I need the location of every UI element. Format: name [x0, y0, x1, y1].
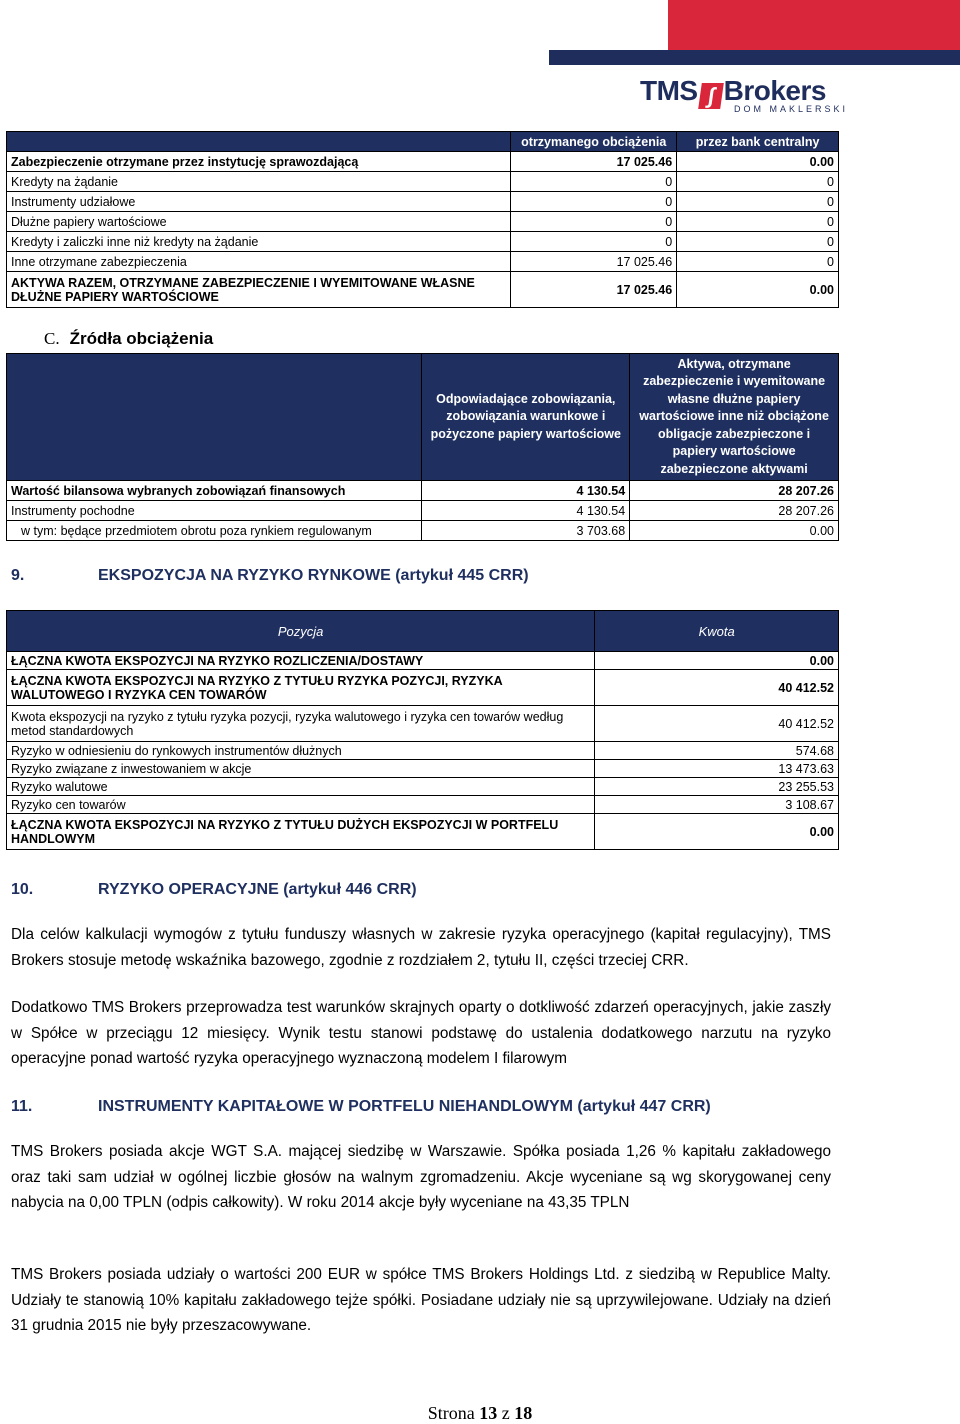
row-label: Instrumenty pochodne: [7, 501, 422, 521]
row-value-central-bank: 0: [677, 232, 839, 252]
table-row: [7, 742, 839, 760]
encumbrance-sources-table: [6, 353, 839, 541]
row-label: Dłużne papiery wartościowe: [7, 212, 511, 232]
section-c-title: Źródła obciążenia: [69, 329, 214, 348]
table-row: [7, 814, 839, 850]
operational-risk-paragraph-2: Dodatkowo TMS Brokers przeprowadza test warunków skrajnych oparty o dotkliwość zdarzeń operacyjnych, jakie zaszły w Spółce w przeciągu 12 miesięcy. Wynik testu stanowi podstawę do ustalenia dodatkowego narzutu na ryzyko operacyjne ponad wartość ryzyka operacyjnego wyznaczoną modelem I filarowym: [11, 999, 831, 1067]
table-header-cell: [7, 354, 422, 481]
row-value-received: 17 025.46: [511, 252, 677, 272]
row-value-amount: 23 255.53: [595, 778, 839, 796]
row-label: Kredyty na żądanie: [7, 172, 511, 192]
table-header-cell: Kwota: [595, 611, 839, 652]
row-label: Inne otrzymane zabezpieczenia: [7, 252, 511, 272]
row-value-received: 17 025.46: [511, 152, 677, 172]
row-label: ŁĄCZNA KWOTA EKSPOZYCJI NA RYZYKO ROZLICZENIA/DOSTAWY: [7, 652, 595, 670]
logo-mark-icon: ∫: [698, 83, 724, 109]
table-row: [7, 272, 839, 308]
table-header-cell: Odpowiadające zobowiązania, zobowiązania warunkowe i pożyczone papiery wartościowe: [422, 354, 630, 481]
row-value-amount: 0.00: [595, 814, 839, 850]
table-row: [7, 521, 839, 541]
table-header-row: [7, 611, 839, 652]
row-value-assets: 28 207.26: [630, 481, 839, 501]
row-value-received: 17 025.46: [511, 272, 677, 308]
table-row: [7, 501, 839, 521]
row-value-liabilities: 3 703.68: [422, 521, 630, 541]
row-value-amount: 3 108.67: [595, 796, 839, 814]
row-value-received: 0: [511, 212, 677, 232]
table-header-cell: [7, 132, 511, 152]
section-9-number: 9.: [11, 567, 25, 584]
logo-subtitle: DOM MAKLERSKI: [734, 104, 849, 114]
table-header-cell: otrzymanego obciążenia: [511, 132, 677, 152]
company-logo: [640, 74, 849, 114]
section-11-title: INSTRUMENTY KAPITAŁOWE W PORTFELU NIEHANDLOWYM (artykuł 447 CRR): [98, 1098, 711, 1115]
row-label: Ryzyko związane z inwestowaniem w akcje: [7, 760, 595, 778]
row-value-liabilities: 4 130.54: [422, 501, 630, 521]
row-label: Kwota ekspozycji na ryzyko z tytułu ryzyka pozycji, ryzyka walutowego i ryzyka cen towarów według metod standardowych: [7, 706, 595, 742]
row-label: Ryzyko cen towarów: [7, 796, 595, 814]
row-label: w tym: będące przedmiotem obrotu poza rynkiem regulowanym: [7, 521, 422, 541]
row-value-central-bank: 0: [677, 212, 839, 232]
row-label: ŁĄCZNA KWOTA EKSPOZYCJI NA RYZYKO Z TYTUŁU RYZYKA POZYCJI, RYZYKA WALUTOWEGO I RYZYKA CEN TOWARÓW: [7, 670, 595, 706]
table-header-cell: Aktywa, otrzymane zabezpieczenie i wyemitowane własne dłużne papiery wartościowe inne niż obciążone obligacje zabezpieczone i papiery wartościowe zabezpieczone aktywami: [630, 354, 839, 481]
market-risk-table: [6, 610, 839, 850]
footer-prefix: Strona: [427, 1403, 475, 1423]
row-value-central-bank: 0.00: [677, 272, 839, 308]
section-11-heading: [11, 1098, 711, 1116]
section-11-number: 11.: [11, 1098, 33, 1115]
table-row: [7, 232, 839, 252]
table-row: [7, 252, 839, 272]
row-value-amount: 0.00: [595, 652, 839, 670]
footer-page-total: 18: [514, 1403, 533, 1423]
table-row: [7, 212, 839, 232]
row-value-liabilities: 4 130.54: [422, 481, 630, 501]
row-value-central-bank: 0: [677, 172, 839, 192]
operational-risk-paragraph-1: Dla celów kalkulacji wymogów z tytułu funduszy własnych w zakresie ryzyka operacyjnego (kapitał regulacyjny), TMS Brokers stosuje metodę wskaźnika bazowego, zgodnie z rozdziałem 2, tytułu II, części trzeciej CRR.: [11, 926, 831, 969]
section-10-number: 10.: [11, 881, 34, 898]
row-value-amount: 40 412.52: [595, 670, 839, 706]
table-header-cell: Pozycja: [7, 611, 595, 652]
footer-page-number: 13: [479, 1403, 498, 1423]
row-value-received: 0: [511, 172, 677, 192]
table-header-cell: przez bank centralny: [677, 132, 839, 152]
row-value-received: 0: [511, 232, 677, 252]
row-label: ŁĄCZNA KWOTA EKSPOZYCJI NA RYZYKO Z TYTUŁU DUŻYCH EKSPOZYCJI W PORTFELU HANDLOWYM: [7, 814, 595, 850]
row-value-assets: 0.00: [630, 521, 839, 541]
table-header-row: [7, 354, 839, 481]
header-navy-band: [549, 50, 960, 65]
row-value-central-bank: 0: [677, 192, 839, 212]
section-c-heading: [44, 329, 213, 349]
table-row: [7, 760, 839, 778]
section-10-heading: [11, 881, 417, 899]
row-label: Wartość bilansowa wybranych zobowiązań finansowych: [7, 481, 422, 501]
table-row: [7, 796, 839, 814]
row-value-amount: 574.68: [595, 742, 839, 760]
row-value-assets: 28 207.26: [630, 501, 839, 521]
table-row: [7, 778, 839, 796]
row-value-received: 0: [511, 192, 677, 212]
footer-separator: z: [501, 1403, 510, 1423]
table-row: [7, 172, 839, 192]
received-collateral-table: [6, 131, 839, 308]
row-label: Ryzyko walutowe: [7, 778, 595, 796]
row-label: Zabezpieczenie otrzymane przez instytucję sprawozdającą: [7, 152, 511, 172]
section-c-letter: C.: [44, 329, 60, 348]
row-value-amount: 40 412.52: [595, 706, 839, 742]
equity-instruments-paragraph-1: TMS Brokers posiada akcje WGT S.A. mającej siedzibę w Warszawie. Spółka posiada 1,26 % kapitału zakładowego oraz taki sam udział w ogólnej liczbie głosów na walnym zgromadzeniu. Akcje wyceniane są wg skorygowanej ceny nabycia na 0,00 TPLN (odpis całkowity). W roku 2014 akcje były wyceniane na 43,35 TPLN: [11, 1143, 831, 1211]
row-label: AKTYWA RAZEM, OTRZYMANE ZABEZPIECZENIE I WYEMITOWANE WŁASNE DŁUŻNE PAPIERY WARTOŚCIOWE: [7, 272, 511, 308]
table-row: [7, 192, 839, 212]
table-row: [7, 652, 839, 670]
table-row: [7, 670, 839, 706]
section-9-heading: [11, 567, 529, 585]
table-header-row: [7, 132, 839, 152]
header-red-band: [668, 0, 960, 50]
row-label: Ryzyko w odniesieniu do rynkowych instrumentów dłużnych: [7, 742, 595, 760]
row-label: Kredyty i zaliczki inne niż kredyty na żądanie: [7, 232, 511, 252]
logo-text-left: TMS: [640, 75, 698, 106]
equity-instruments-paragraph-2: TMS Brokers posiada udziały o wartości 200 EUR w spółce TMS Brokers Holdings Ltd. z siedzibą w Republice Malty. Udziały te stanowią 10% kapitału zakładowego tejże spółki. Posiadane udziały nie są uprzywilejowane. Udziały na dzień 31 grudnia 2015 nie były przeszacowywane.: [11, 1266, 831, 1334]
section-10-title: RYZYKO OPERACYJNE (artykuł 446 CRR): [98, 881, 417, 898]
section-9-title: EKSPOZYCJA NA RYZYKO RYNKOWE (artykuł 445 CRR): [98, 567, 529, 584]
table-row: [7, 706, 839, 742]
row-label: Instrumenty udziałowe: [7, 192, 511, 212]
row-value-central-bank: 0: [677, 252, 839, 272]
page-footer: [0, 1403, 960, 1424]
table-row: [7, 481, 839, 501]
table-row: [7, 152, 839, 172]
row-value-central-bank: 0.00: [677, 152, 839, 172]
row-value-amount: 13 473.63: [595, 760, 839, 778]
logo-text-right: Brokers: [723, 75, 826, 106]
